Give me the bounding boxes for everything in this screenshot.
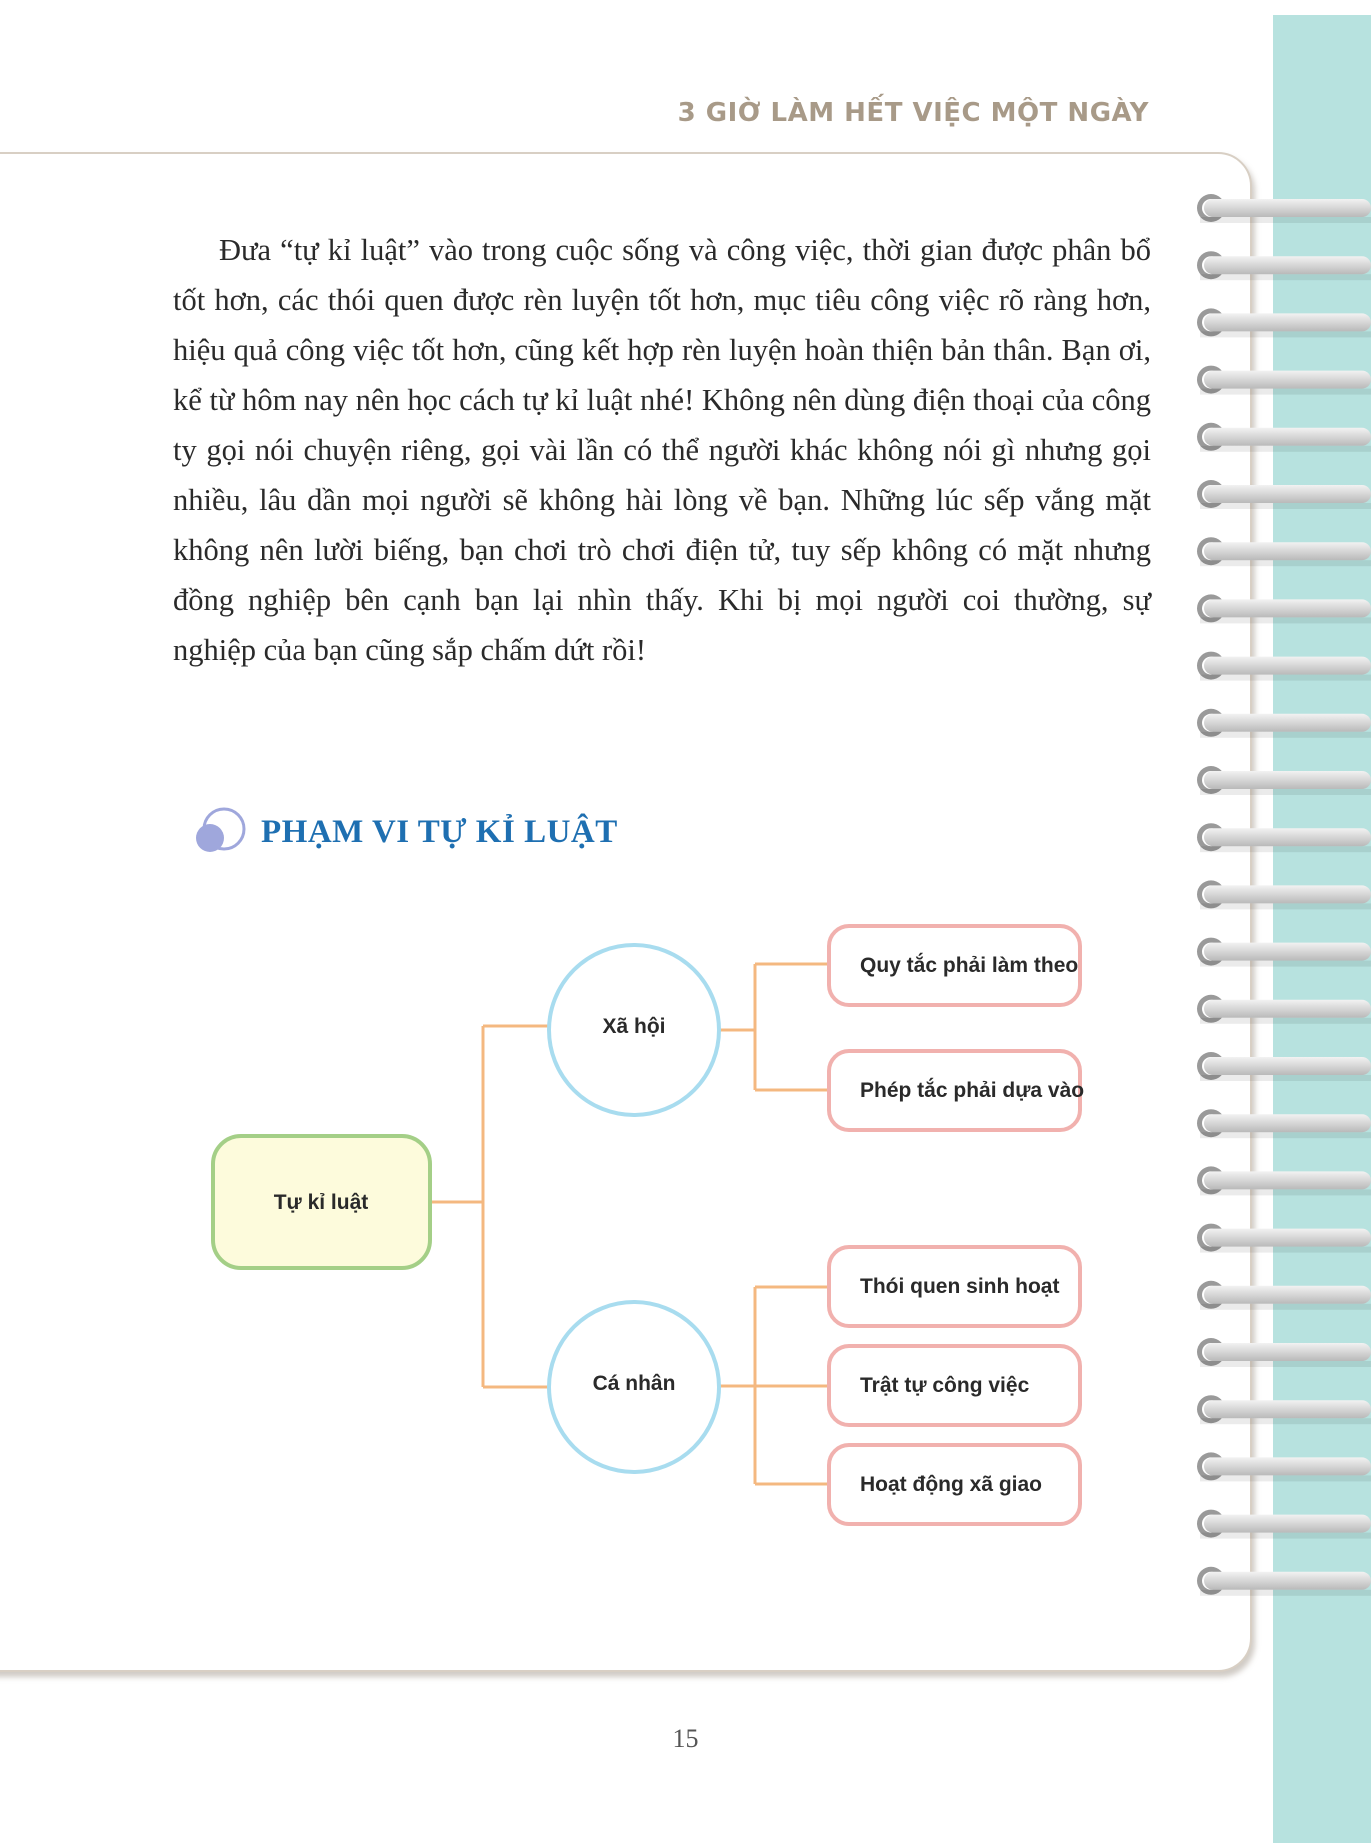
binding-ring: [1197, 537, 1371, 566]
binding-ring: [1197, 1052, 1371, 1081]
branch-node-label: Xã hội: [602, 1015, 666, 1038]
binding-ring: [1197, 709, 1371, 738]
binding-ring: [1197, 766, 1371, 795]
binding-ring: [1197, 594, 1371, 623]
binding-ring: [1197, 366, 1371, 395]
binding-ring: [1197, 880, 1371, 909]
binding-ring: [1197, 1567, 1371, 1596]
running-header: 3 GIỜ LÀM HẾT VIỆC MỘT NGÀY: [677, 98, 1149, 128]
binding-ring: [1197, 1510, 1371, 1539]
page-number: 15: [672, 1724, 699, 1753]
body-paragraph: Đưa “tự kỉ luật” vào trong cuộc sống và công việc, thời gian được phân bổ tốt hơn, các thói quen được rèn luyện tốt hơn, mục tiêu công việc rõ ràng hơn, hiệu quả công việc tốt hơn, cũng kết hợp rèn luyện hoàn thiện bản thân. Bạn ơi, kể từ hôm nay nên học cách tự kỉ luật nhé! Không nên dùng điện thoại của công ty gọi nói chuyện riêng, gọi vài lần có thể người khác không nói gì nhưng gọi nhiều, lâu dần mọi người sẽ không hài lòng về bạn. Những lúc sếp vắng mặt không nên lười biếng, bạn chơi trò chơi điện tử, tuy sếp không có mặt nhưng đồng nghiệp bên cạnh bạn lại nhìn thấy. Khi bị mọi người coi thường, sự nghiệp của bạn cũng sắp chấm dứt rồi!: [173, 233, 1151, 667]
binding-ring: [1197, 995, 1371, 1024]
binding-ring: [1197, 1338, 1371, 1367]
binding-ring: [1197, 1281, 1371, 1310]
binding-ring: [1197, 1166, 1371, 1195]
binding-ring: [1197, 194, 1371, 223]
binding-ring: [1197, 1109, 1371, 1138]
binding-ring: [1197, 652, 1371, 681]
leaf-item-label: Quy tắc phải làm theo: [860, 954, 1079, 977]
root-node-label: Tự kỉ luật: [273, 1191, 369, 1214]
binding-ring: [1197, 1224, 1371, 1253]
binding-ring: [1197, 423, 1371, 452]
leaf-item-label: Phép tắc phải dựa vào: [860, 1079, 1085, 1102]
branch-node-label: Cá nhân: [592, 1372, 676, 1395]
section-heading-title: PHẠM VI TỰ KỈ LUẬT: [261, 813, 618, 850]
binding-ring: [1197, 1452, 1371, 1481]
binding-ring: [1197, 823, 1371, 852]
leaf-item-label: Thói quen sinh hoạt: [860, 1275, 1060, 1298]
binding-ring: [1197, 251, 1371, 280]
binding-ring: [1197, 308, 1371, 337]
binding-ring: [1197, 1395, 1371, 1424]
leaf-item-label: Trật tự công việc: [860, 1374, 1030, 1397]
binding-ring: [1197, 480, 1371, 509]
binding-ring: [1197, 938, 1371, 967]
leaf-item-label: Hoạt động xã giao: [860, 1473, 1043, 1496]
